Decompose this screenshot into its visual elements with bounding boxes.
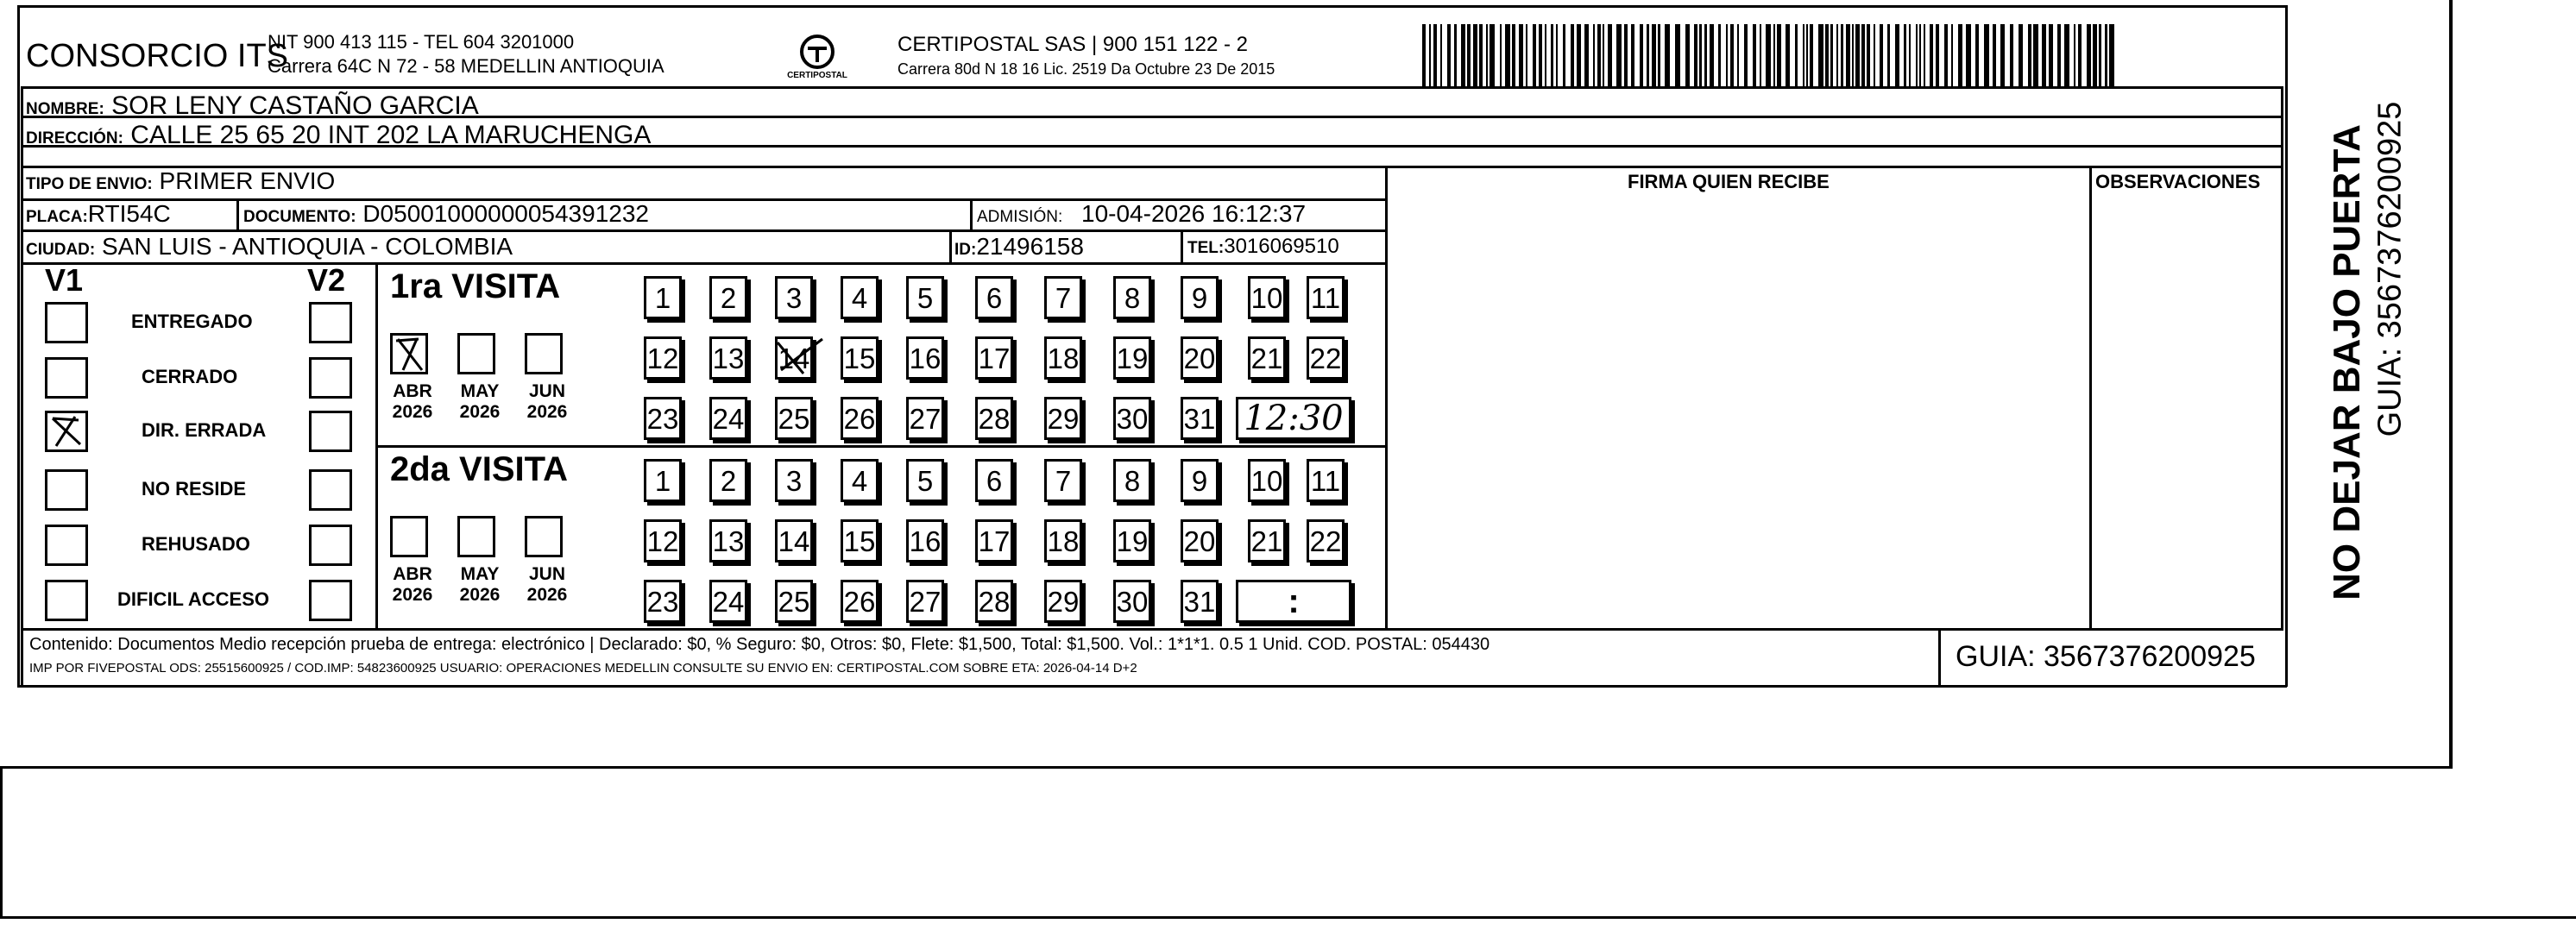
time-box[interactable]: 12:30	[1236, 397, 1351, 440]
day-box[interactable]	[906, 336, 944, 380]
ciudad-row	[26, 233, 513, 261]
carrier-address: Carrera 80d N 18 16 Lic. 2519 Da Octubre 23 De 2015	[898, 60, 1275, 78]
v1-checkbox[interactable]	[45, 411, 88, 452]
day-number: 3	[785, 465, 803, 497]
day-box[interactable]	[775, 276, 813, 319]
day-number: 28	[978, 403, 1011, 435]
day-number: 10	[1250, 282, 1283, 314]
day-number: 20	[1183, 342, 1216, 374]
placa-value: RTI54C	[87, 200, 171, 227]
check-mark-icon	[393, 336, 427, 374]
status-option-label: CERRADO	[142, 366, 238, 387]
v2-header: V2	[307, 262, 346, 298]
day-number: 29	[1047, 586, 1080, 618]
direccion-row	[26, 121, 651, 150]
day-number: 22	[1309, 525, 1342, 557]
day-number: 18	[1047, 525, 1080, 557]
id-label: ID:	[954, 241, 977, 259]
month-label: JUN 2026	[526, 564, 568, 605]
day-box[interactable]	[906, 459, 944, 502]
day-box[interactable]	[975, 397, 1013, 440]
month-checkbox[interactable]	[457, 333, 495, 374]
company-name: CONSORCIO ITS	[26, 38, 289, 74]
month-checkbox[interactable]	[390, 516, 428, 557]
day-number: 4	[851, 465, 868, 497]
day-number: 30	[1116, 586, 1149, 618]
day-number: 11	[1310, 465, 1341, 497]
v2-checkbox[interactable]	[309, 580, 352, 621]
ciudad-value: SAN LUIS - ANTIOQUIA - COLOMBIA	[102, 233, 513, 260]
day-box[interactable]	[1181, 397, 1219, 440]
day-number: 25	[778, 586, 810, 618]
day-box[interactable]	[841, 580, 879, 623]
day-box[interactable]	[975, 336, 1013, 380]
day-box[interactable]	[1181, 276, 1219, 319]
nombre-label: NOMBRE:	[26, 100, 104, 118]
day-box[interactable]	[775, 519, 813, 562]
day-number: 27	[909, 403, 942, 435]
carrier-line: CERTIPOSTAL SAS | 900 151 122 - 2	[898, 33, 1248, 56]
day-box[interactable]	[775, 459, 813, 502]
day-number: 2	[720, 282, 737, 314]
ciudad-label: CIUDAD:	[26, 241, 96, 259]
v1-header: V1	[45, 262, 84, 298]
placa-row	[26, 200, 171, 228]
v2-checkbox[interactable]	[309, 357, 352, 399]
check-mark-icon	[47, 413, 85, 449]
day-box[interactable]	[644, 519, 682, 562]
tipo-value: PRIMER ENVIO	[159, 167, 336, 194]
day-box[interactable]	[709, 519, 747, 562]
tel-row	[1187, 235, 1339, 259]
day-number: 16	[909, 342, 942, 374]
day-number: 12	[646, 342, 679, 374]
day-number: 7	[1055, 465, 1072, 497]
day-box[interactable]	[1181, 580, 1219, 623]
admision-row	[977, 200, 1306, 228]
day-number: 26	[843, 586, 876, 618]
day-number: 15	[843, 525, 876, 557]
day-box[interactable]	[1113, 519, 1151, 562]
day-number: 5	[916, 465, 934, 497]
day-box[interactable]	[1248, 459, 1286, 502]
day-box[interactable]	[1044, 397, 1082, 440]
status-option-label: REHUSADO	[142, 533, 250, 555]
visit1-title: 1ra VISITA	[390, 267, 561, 305]
day-box[interactable]	[775, 397, 813, 440]
day-number: 1	[654, 465, 671, 497]
v2-checkbox[interactable]	[309, 469, 352, 511]
day-box[interactable]	[709, 336, 747, 380]
day-number: 15	[843, 342, 876, 374]
day-number: 16	[909, 525, 942, 557]
footer-guia: GUIA: 3567376200925	[1956, 640, 2256, 673]
documento-value: D05001000000054391232	[362, 200, 649, 227]
documento-label: DOCUMENTO:	[243, 208, 356, 226]
day-box[interactable]	[906, 397, 944, 440]
month-label: MAY 2026	[459, 381, 501, 422]
v1-checkbox[interactable]	[45, 525, 88, 566]
day-box[interactable]	[906, 580, 944, 623]
day-box[interactable]	[1113, 397, 1151, 440]
day-box[interactable]	[1113, 459, 1151, 502]
day-number: 13	[712, 525, 745, 557]
day-box[interactable]	[709, 580, 747, 623]
day-number: 4	[851, 282, 868, 314]
admision-value: 10-04-2026 16:12:37	[1081, 200, 1307, 227]
day-box[interactable]	[841, 519, 879, 562]
day-number: 10	[1250, 465, 1283, 497]
tel-value: 3016069510	[1224, 235, 1339, 258]
day-box[interactable]	[841, 276, 879, 319]
day-box[interactable]	[1181, 336, 1219, 380]
status-option-label: ENTREGADO	[131, 311, 253, 332]
v2-checkbox[interactable]	[309, 525, 352, 566]
day-number: 22	[1309, 342, 1342, 374]
tipo-label: TIPO DE ENVIO:	[26, 175, 153, 193]
status-option-label: DIFICIL ACCESO	[117, 588, 270, 610]
status-option-label: DIR. ERRADA	[142, 419, 267, 441]
day-box[interactable]	[644, 276, 682, 319]
day-number: 5	[916, 282, 934, 314]
day-box[interactable]	[1044, 336, 1082, 380]
day-box[interactable]	[906, 276, 944, 319]
day-number: 6	[986, 282, 1003, 314]
day-number: 30	[1116, 403, 1149, 435]
address-line: Carrera 64C N 72 - 58 MEDELLIN ANTIOQUIA	[268, 55, 664, 77]
day-number: 8	[1124, 282, 1141, 314]
cross-mark-icon	[774, 336, 826, 379]
day-number: 13	[712, 342, 745, 374]
v1-checkbox[interactable]	[45, 357, 88, 399]
footer-contenido: Contenido: Documentos Medio recepción prueba de entrega: electrónico | Declarado: $0, % Seguro: $0, Otros: $0, Flete: $1,500, Total: $1,500. Vol.: 1*1*1. 0.5 1 Unid. COD. POSTAL: 054430	[29, 635, 1490, 654]
day-number: 17	[978, 525, 1011, 557]
id-row	[954, 233, 1084, 261]
day-box[interactable]	[644, 397, 682, 440]
day-box[interactable]	[841, 459, 879, 502]
day-number: 29	[1047, 403, 1080, 435]
month-label: ABR 2026	[392, 564, 433, 605]
v2-checkbox[interactable]	[309, 302, 352, 343]
tipo-row	[26, 167, 335, 195]
day-number: 6	[986, 465, 1003, 497]
month-label: ABR 2026	[392, 381, 433, 422]
visit2-title: 2da VISITA	[390, 450, 568, 488]
barcode	[1422, 24, 2114, 86]
day-number: 18	[1047, 342, 1080, 374]
day-box[interactable]	[709, 276, 747, 319]
day-box[interactable]	[775, 580, 813, 623]
day-box[interactable]	[1113, 336, 1151, 380]
day-box[interactable]	[975, 459, 1013, 502]
tel-label: TEL:	[1187, 239, 1225, 257]
day-number: 21	[1250, 525, 1283, 557]
footer-imp: IMP POR FIVEPOSTAL ODS: 25515600925 / COD.IMP: 54823600925 USUARIO: OPERACIONES MEDELLIN CONSULTE SU ENVIO EN: CERTIPOSTAL.COM SOBRE ETA: 2026-04-14 D+2	[29, 661, 1137, 676]
day-number: 19	[1116, 525, 1149, 557]
day-number: 28	[978, 586, 1011, 618]
day-number: 27	[909, 586, 942, 618]
placa-label: PLACA:	[26, 208, 88, 226]
day-box[interactable]	[975, 276, 1013, 319]
day-box[interactable]	[1181, 459, 1219, 502]
admision-label: ADMISIÓN:	[977, 208, 1063, 226]
day-number: 20	[1183, 525, 1216, 557]
day-number: 9	[1191, 465, 1208, 497]
day-box[interactable]	[1307, 276, 1345, 319]
nombre-value: SOR LENY CASTAÑO GARCIA	[111, 91, 479, 120]
month-label: JUN 2026	[526, 381, 568, 422]
day-box[interactable]	[1044, 276, 1082, 319]
day-number: 9	[1191, 282, 1208, 314]
day-box[interactable]	[1044, 459, 1082, 502]
day-box[interactable]	[1044, 519, 1082, 562]
v1-checkbox[interactable]	[45, 469, 88, 511]
nombre-row	[26, 91, 479, 121]
day-number: 2	[720, 465, 737, 497]
day-box[interactable]	[709, 397, 747, 440]
day-number: 19	[1116, 342, 1149, 374]
day-number: 14	[778, 342, 810, 374]
v2-checkbox[interactable]	[309, 411, 352, 452]
day-box[interactable]	[644, 580, 682, 623]
v1-checkbox[interactable]	[45, 580, 88, 621]
day-number: 31	[1183, 403, 1216, 435]
day-box[interactable]	[1307, 519, 1345, 562]
day-box[interactable]	[975, 519, 1013, 562]
day-box[interactable]	[709, 459, 747, 502]
day-box[interactable]	[975, 580, 1013, 623]
nit-line: NIT 900 413 115 - TEL 604 3201000	[268, 31, 575, 53]
day-number: 24	[712, 586, 745, 618]
day-number: 14	[778, 525, 810, 557]
month-label: MAY 2026	[459, 564, 501, 605]
day-number: 31	[1183, 586, 1216, 618]
time-box[interactable]: :	[1236, 580, 1351, 623]
day-box[interactable]	[841, 336, 879, 380]
documento-row	[243, 200, 649, 228]
day-number: 17	[978, 342, 1011, 374]
status-option-label: NO RESIDE	[142, 478, 247, 500]
month-checkbox[interactable]	[457, 516, 495, 557]
logo-caption: CERTIPOSTAL	[787, 71, 847, 80]
day-number: 11	[1310, 282, 1341, 314]
certipostal-logo-icon	[787, 33, 847, 85]
day-box[interactable]	[1307, 336, 1345, 380]
month-checkbox[interactable]	[525, 516, 563, 557]
direccion-value: CALLE 25 65 20 INT 202 LA MARUCHENGA	[130, 121, 652, 149]
id-value: 21496158	[976, 233, 1084, 260]
day-box[interactable]	[1248, 336, 1286, 380]
day-number: 12	[646, 525, 679, 557]
day-box[interactable]	[644, 336, 682, 380]
day-number: 26	[843, 403, 876, 435]
day-box[interactable]	[1181, 519, 1219, 562]
day-box[interactable]	[775, 336, 813, 380]
side-guia: GUIA: 3567376200925	[2371, 101, 2409, 437]
day-box[interactable]	[1113, 276, 1151, 319]
day-number: 23	[646, 586, 679, 618]
day-number: 25	[778, 403, 810, 435]
day-number: 1	[654, 282, 671, 314]
day-box[interactable]	[841, 397, 879, 440]
day-number: 7	[1055, 282, 1072, 314]
firma-label: FIRMA QUIEN RECIBE	[1628, 171, 1830, 192]
day-box[interactable]	[1044, 580, 1082, 623]
month-checkbox[interactable]	[525, 333, 563, 374]
direccion-label: DIRECCIÓN:	[26, 129, 123, 148]
day-box[interactable]	[1113, 580, 1151, 623]
day-box[interactable]	[1248, 519, 1286, 562]
v1-checkbox[interactable]	[45, 302, 88, 343]
day-number: 23	[646, 403, 679, 435]
month-checkbox[interactable]	[390, 333, 428, 374]
day-number: 21	[1250, 342, 1283, 374]
day-box[interactable]	[1307, 459, 1345, 502]
day-number: 24	[712, 403, 745, 435]
day-box[interactable]	[1248, 276, 1286, 319]
day-number: 3	[785, 282, 803, 314]
observaciones-label: OBSERVACIONES	[2095, 171, 2261, 192]
day-box[interactable]	[906, 519, 944, 562]
day-box[interactable]	[644, 459, 682, 502]
day-number: 8	[1124, 465, 1141, 497]
side-warning: NO DEJAR BAJO PUERTA	[2326, 124, 2368, 600]
